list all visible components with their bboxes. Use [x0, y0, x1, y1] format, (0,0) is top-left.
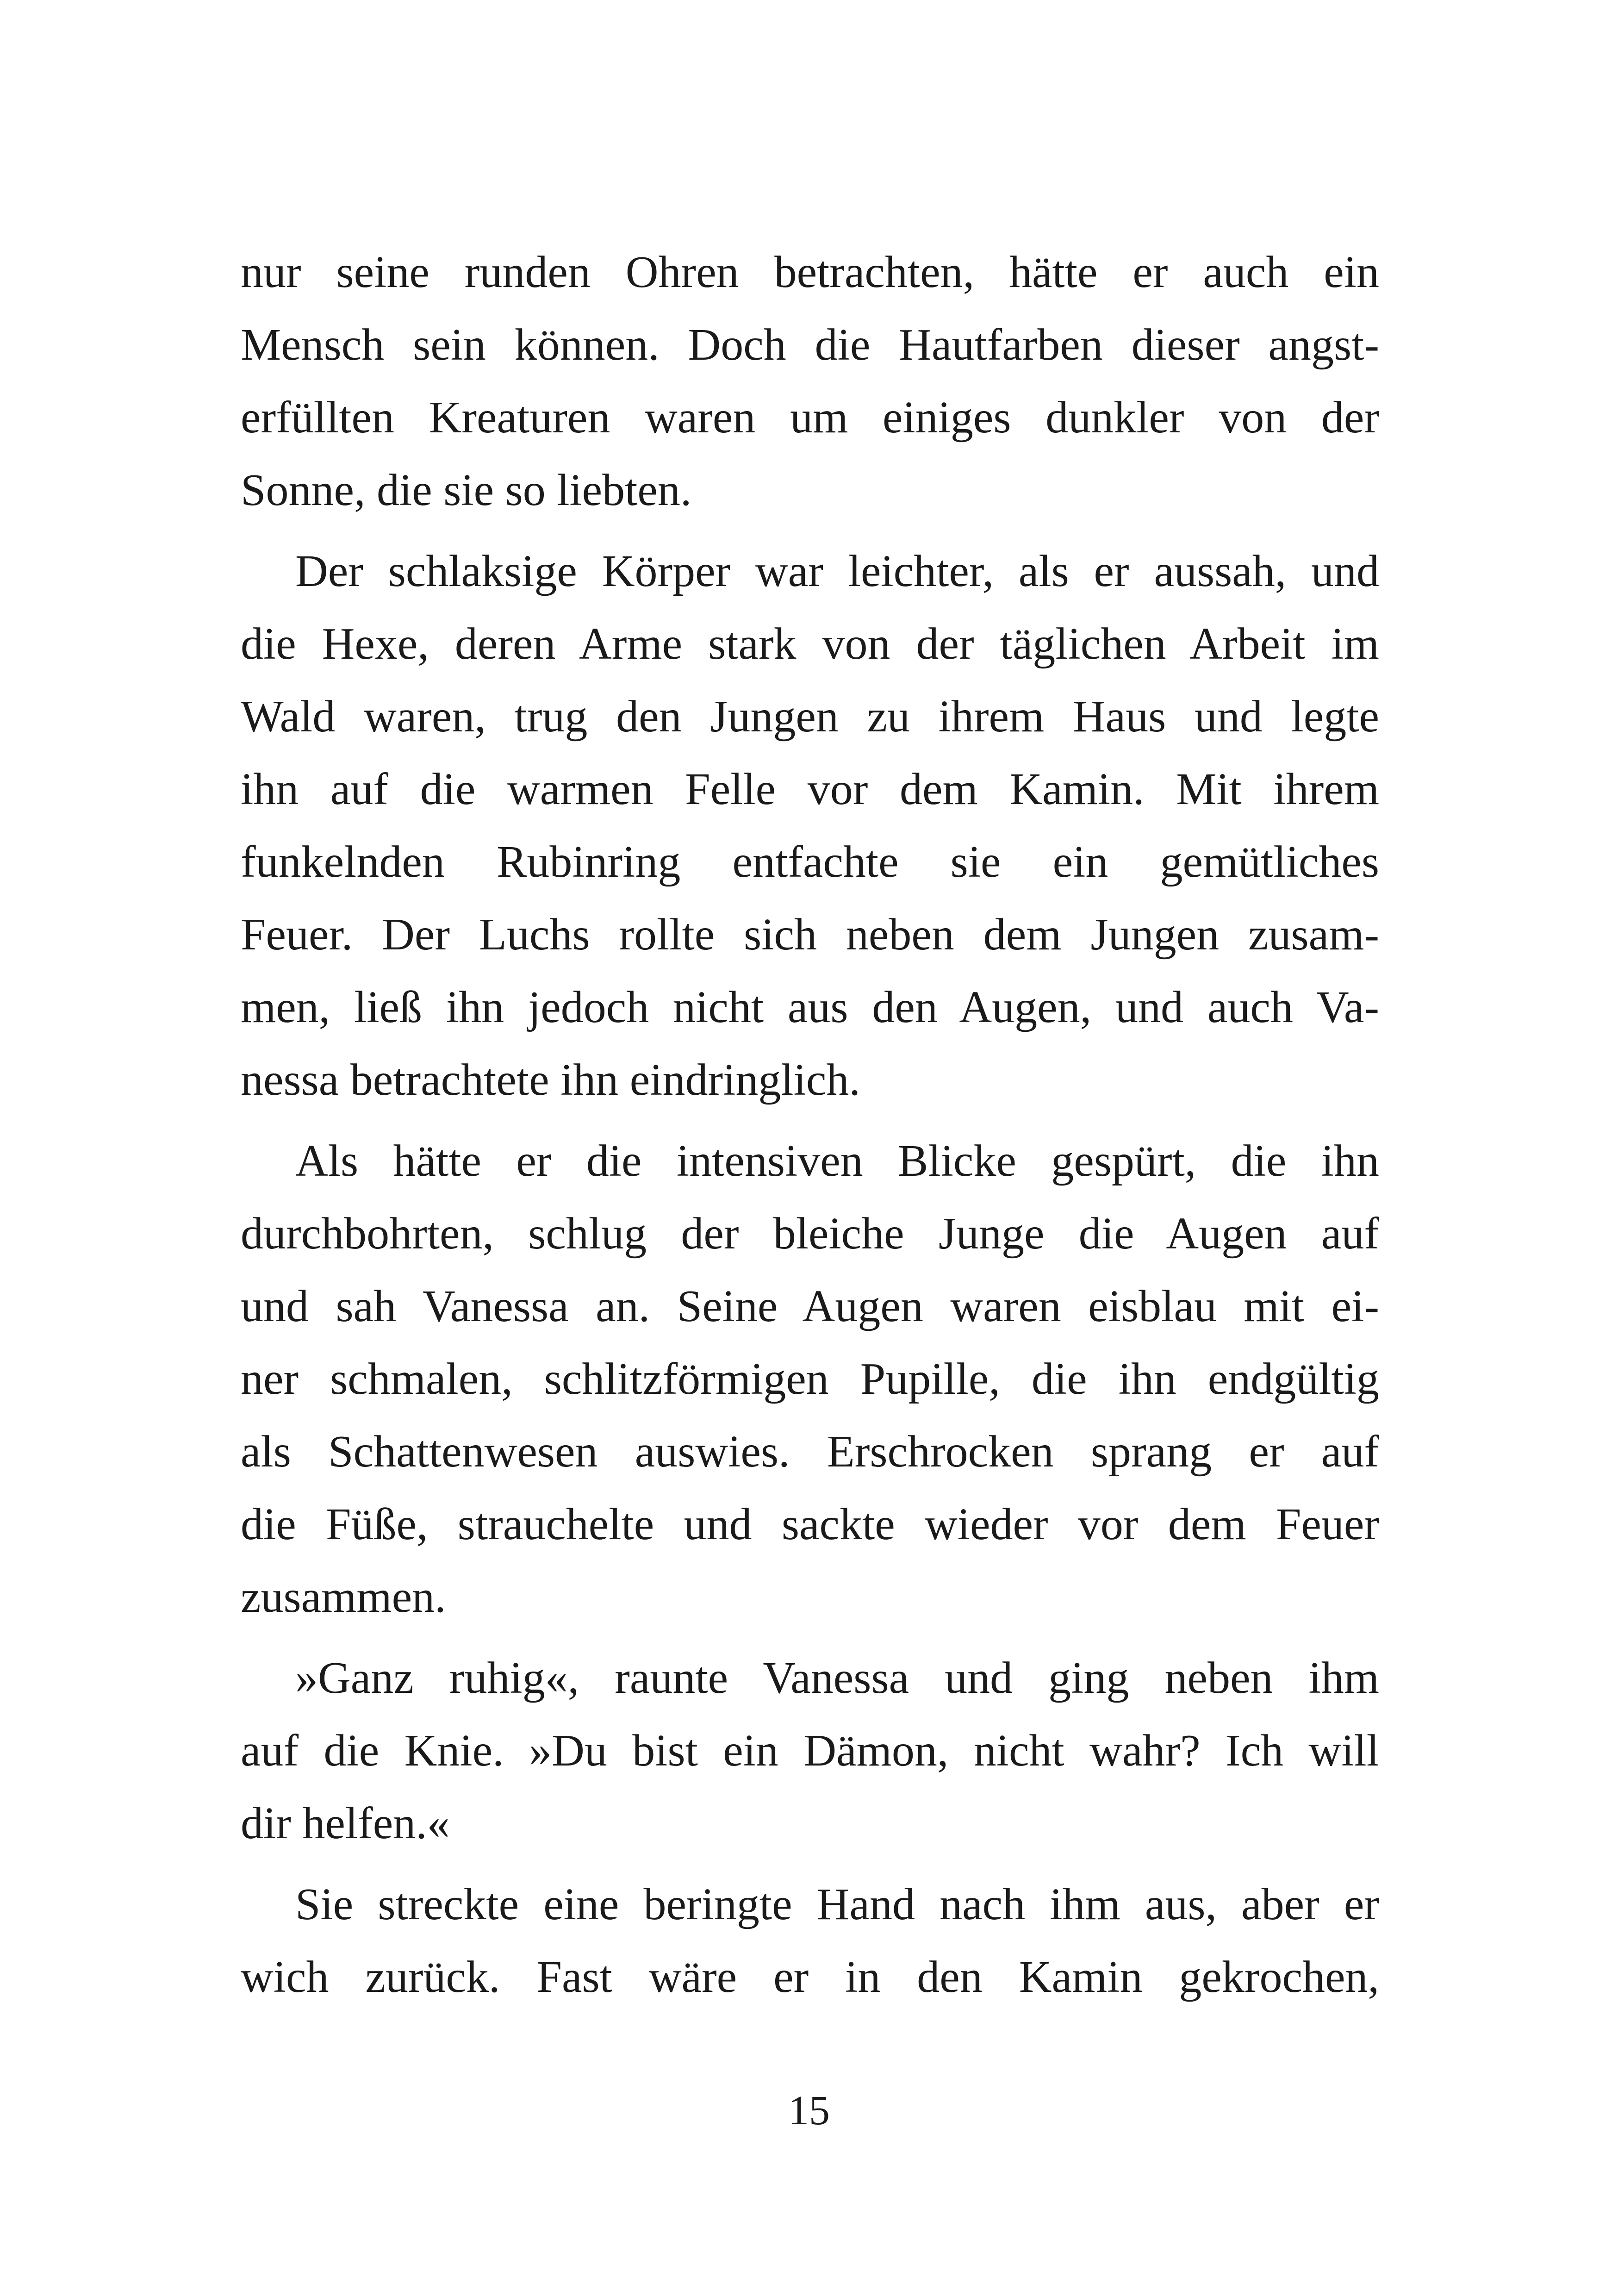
- text-line: und sah Vanessa an. Seine Augen waren eisblau mit ei-: [241, 1281, 1379, 1331]
- text-line: nessa betrachtete ihn eindringlich.: [241, 1055, 860, 1105]
- text-line: Mensch sein können. Doch die Hautfarben dieser angst-: [241, 320, 1379, 370]
- text-line: wich zurück. Fast wäre er in den Kamin gekrochen,: [241, 1952, 1379, 2002]
- text-line: Sie streckte eine beringte Hand nach ihm aus, aber er: [295, 1879, 1379, 1929]
- text-line: auf die Knie. »Du bist ein Dämon, nicht wahr? Ich will: [241, 1726, 1379, 1776]
- paragraph-gap: [241, 1634, 1379, 1642]
- text-line: Sonne, die sie so liebten.: [241, 465, 692, 515]
- text-line: als Schattenwesen auswies. Erschrocken sprang er auf: [241, 1427, 1379, 1477]
- text-line: funkelnden Rubinring entfachte sie ein gemütliches: [241, 837, 1379, 887]
- text-line: die Füße, strauchelte und sackte wieder vor dem Feuer: [241, 1499, 1379, 1549]
- paragraph: [241, 1125, 1379, 1634]
- text-line: Der schlaksige Körper war leichter, als er aussah, und: [295, 546, 1379, 596]
- paragraph: [241, 236, 1379, 527]
- paragraph: [241, 1642, 1379, 1860]
- paragraph: [241, 535, 1379, 1117]
- text-line: nur seine runden Ohren betrachten, hätte er auch ein: [241, 247, 1379, 297]
- text-line: durchbohrten, schlug der bleiche Junge die Augen auf: [241, 1209, 1379, 1259]
- text-line: die Hexe, deren Arme stark von der täglichen Arbeit im: [241, 619, 1379, 669]
- text-line: dir helfen.«: [241, 1798, 450, 1848]
- text-line: ner schmalen, schlitzförmigen Pupille, die ihn endgültig: [241, 1354, 1379, 1404]
- text-line: Feuer. Der Luchs rollte sich neben dem Jungen zusam-: [241, 910, 1379, 960]
- paragraph-gap: [241, 1860, 1379, 1868]
- text-line: Als hätte er die intensiven Blicke gespürt, die ihn: [295, 1136, 1379, 1186]
- paragraph-gap: [241, 527, 1379, 535]
- page-number: 15: [788, 2088, 830, 2134]
- paragraph-gap: [241, 1117, 1379, 1125]
- text-line: erfüllten Kreaturen waren um einiges dunkler von der: [241, 393, 1379, 443]
- text-line: »Ganz ruhig«, raunte Vanessa und ging neben ihm: [295, 1653, 1379, 1703]
- body-text: [241, 236, 1379, 2014]
- text-line: Wald waren, trug den Jungen zu ihrem Haus und legte: [241, 692, 1379, 742]
- paragraph: [241, 1868, 1379, 2014]
- text-line: zusammen.: [241, 1572, 446, 1622]
- text-line: ihn auf die warmen Felle vor dem Kamin. Mit ihrem: [241, 764, 1379, 814]
- text-line: men, ließ ihn jedoch nicht aus den Augen, und auch Va-: [241, 982, 1379, 1032]
